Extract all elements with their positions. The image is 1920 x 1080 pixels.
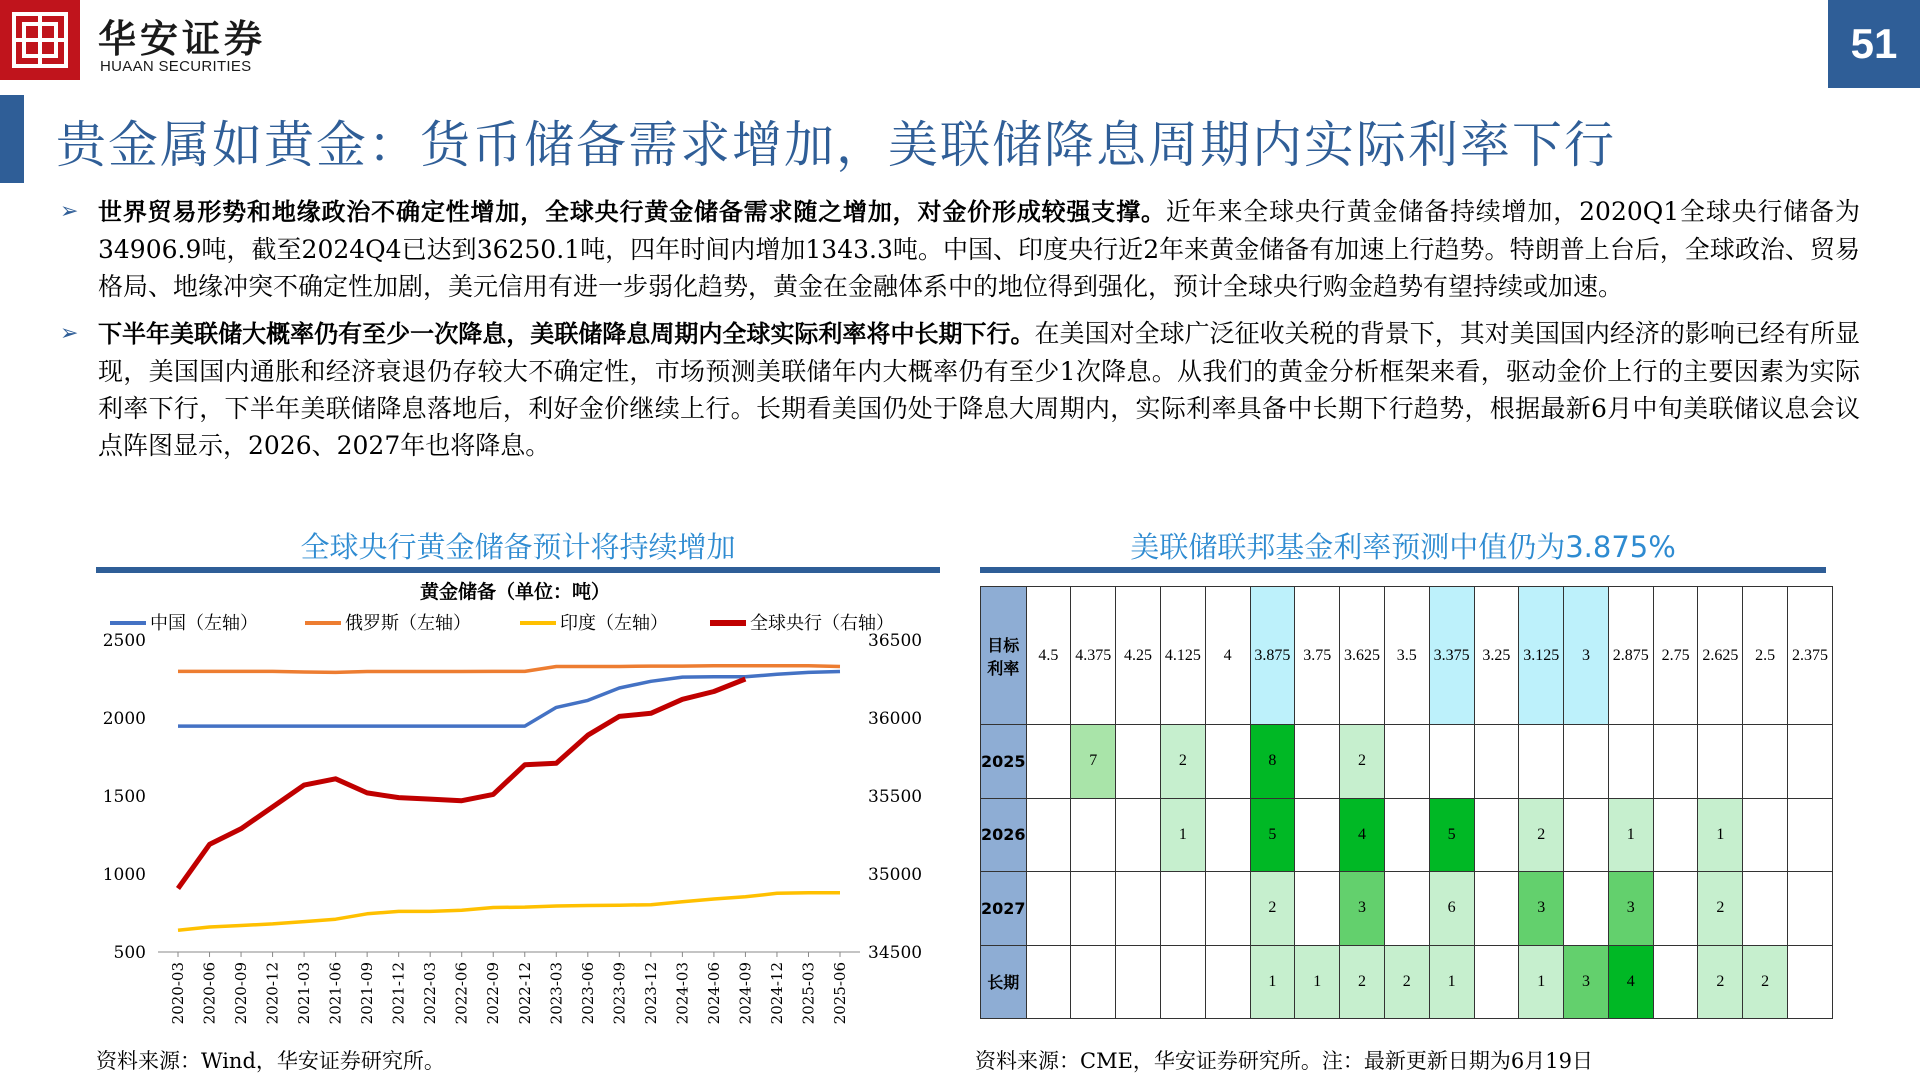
chart-axes [103, 631, 922, 1024]
y-right-tick-label: 36000 [868, 709, 923, 729]
x-tick-label: 2020-03 [169, 962, 187, 1025]
x-tick-label: 2023-12 [641, 962, 660, 1025]
chart-legend [110, 613, 894, 634]
rate-header-cell: 2.75 [1653, 587, 1698, 725]
left-divider [96, 567, 940, 573]
dot-count-cell [1743, 872, 1788, 946]
series-line [178, 679, 745, 889]
x-tick-label: 2021-09 [358, 962, 377, 1025]
dot-count-cell [1071, 872, 1116, 946]
dot-count-cell [1653, 798, 1698, 872]
year-row-header: 2026 [981, 798, 1027, 872]
dot-count-cell: 1 [1698, 798, 1743, 872]
rate-header-cell: 4.25 [1116, 587, 1161, 725]
dot-count-cell: 2 [1698, 945, 1743, 1019]
bullet-text: 在美国对全球广泛征收关税的背景下，其对美国国内经济的影响已经有所显现，美国国内通胀和经济衰退仍存较大不确定性，市场预测美联储年内大概率仍有至少1次降息。从我们的黄金分析框架来看，驱动金价上行的主要因素为实际利率下行，下半年美联储降息落地后，利好金价继续上行。长期看美国仍处于降息大周期内，实际利率具备中长期下行趋势，根据最新6月中旬美联储议息会议点阵图显示，2026、2027年也将降息。 [98, 319, 1860, 460]
dot-count-cell [1608, 725, 1653, 799]
dot-count-cell [1564, 872, 1609, 946]
dot-count-cell [1384, 725, 1429, 799]
dot-count-cell [1295, 725, 1340, 799]
y-right-tick-label: 35500 [868, 787, 923, 807]
dot-count-cell [1116, 798, 1161, 872]
x-tick-label: 2024-09 [736, 962, 755, 1025]
dot-count-cell [1653, 945, 1698, 1019]
legend-label: 俄罗斯（左轴） [345, 613, 471, 634]
dot-count-cell: 2 [1340, 945, 1385, 1019]
dot-count-cell [1026, 945, 1071, 1019]
logo-icon [10, 10, 70, 70]
dot-count-cell: 6 [1429, 872, 1474, 946]
dot-count-cell [1026, 872, 1071, 946]
x-tick-label: 2020-09 [232, 962, 251, 1025]
dot-count-cell [1698, 725, 1743, 799]
dot-count-cell [1205, 945, 1250, 1019]
page-title: 贵金属如黄金：货币储备需求增加，美联储降息周期内实际利率下行 [56, 116, 1616, 174]
x-tick-label: 2023-09 [610, 962, 629, 1025]
dot-count-cell [1743, 725, 1788, 799]
x-tick-label: 2024-06 [704, 962, 723, 1025]
rate-header-cell: 3 [1564, 587, 1609, 725]
y-right-tick-label: 36500 [868, 631, 923, 651]
dot-count-cell [1205, 725, 1250, 799]
dot-count-cell [1116, 945, 1161, 1019]
dot-count-cell [1474, 872, 1519, 946]
year-row-header: 2027 [981, 872, 1027, 946]
y-right-tick-label: 35000 [868, 865, 923, 885]
dot-count-cell [1788, 798, 1833, 872]
x-tick-label: 2022-03 [421, 962, 440, 1025]
dot-count-cell [1429, 725, 1474, 799]
dot-count-cell [1384, 798, 1429, 872]
dot-count-cell: 2 [1340, 725, 1385, 799]
bullet-lead: 下半年美联储大概率仍有至少一次降息，美联储降息周期内全球实际利率将中长期下行。 [98, 320, 1035, 348]
dot-count-cell [1071, 798, 1116, 872]
dot-count-cell [1474, 798, 1519, 872]
bullet-item [60, 315, 1860, 464]
dot-count-cell: 7 [1071, 725, 1116, 799]
dot-count-cell [1205, 798, 1250, 872]
rate-header-cell: 2.625 [1698, 587, 1743, 725]
dot-count-cell [1160, 872, 1205, 946]
dot-count-cell: 1 [1519, 945, 1564, 1019]
dot-count-cell: 2 [1160, 725, 1205, 799]
dot-count-cell: 1 [1608, 798, 1653, 872]
x-tick-label: 2022-09 [484, 962, 503, 1025]
dot-count-cell: 4 [1340, 798, 1385, 872]
dot-count-cell [1788, 872, 1833, 946]
arrow-bullet-icon: ➢ [60, 199, 79, 224]
x-tick-label: 2023-03 [547, 962, 566, 1025]
dot-count-cell [1788, 945, 1833, 1019]
chart-series [178, 666, 840, 931]
dot-count-cell: 3 [1340, 872, 1385, 946]
left-chart-subtitle: 全球央行黄金储备预计将持续增加 [300, 530, 736, 564]
dot-count-cell [1519, 725, 1564, 799]
dot-count-cell: 1 [1250, 945, 1295, 1019]
rate-header-cell: 2.5 [1743, 587, 1788, 725]
dot-count-cell: 1 [1429, 945, 1474, 1019]
dot-count-cell [1160, 945, 1205, 1019]
rate-header-cell: 4.5 [1026, 587, 1071, 725]
rate-header-cell: 3.75 [1295, 587, 1340, 725]
dot-count-cell [1384, 872, 1429, 946]
right-divider [980, 567, 1826, 573]
dot-count-cell [1474, 725, 1519, 799]
dot-count-cell: 1 [1160, 798, 1205, 872]
dot-count-cell [1295, 798, 1340, 872]
y-right-tick-label: 34500 [868, 943, 923, 963]
dot-count-cell: 2 [1384, 945, 1429, 1019]
dot-count-cell: 2 [1250, 872, 1295, 946]
rate-row-header: 目标 利率 [981, 587, 1027, 725]
dot-count-cell [1026, 725, 1071, 799]
dot-count-cell [1788, 725, 1833, 799]
y-left-tick-label: 2000 [102, 709, 146, 729]
dot-count-cell: 5 [1429, 798, 1474, 872]
dot-count-cell [1564, 798, 1609, 872]
dot-count-cell [1564, 725, 1609, 799]
x-tick-label: 2023-06 [578, 962, 597, 1025]
x-tick-label: 2021-03 [295, 962, 314, 1025]
x-tick-label: 2022-12 [515, 962, 534, 1025]
rate-header-cell: 2.875 [1608, 587, 1653, 725]
dot-count-cell [1116, 725, 1161, 799]
rate-header-cell: 3.375 [1429, 587, 1474, 725]
x-tick-label: 2020-06 [200, 962, 219, 1025]
rate-header-cell: 4.375 [1071, 587, 1116, 725]
y-left-tick-label: 500 [113, 943, 146, 963]
dot-count-cell: 3 [1564, 945, 1609, 1019]
bullet-list [60, 193, 1860, 474]
series-line [178, 666, 840, 673]
dot-count-cell: 3 [1519, 872, 1564, 946]
rate-header-cell: 4.125 [1160, 587, 1205, 725]
x-tick-label: 2024-03 [673, 962, 692, 1025]
bullet-lead: 世界贸易形势和地缘政治不确定性增加，全球央行黄金储备需求随之增加，对金价形成较强支撑。 [98, 198, 1166, 226]
dot-count-cell: 8 [1250, 725, 1295, 799]
dot-count-cell [1205, 872, 1250, 946]
title-accent-bar [0, 95, 24, 183]
legend-label: 中国（左轴） [150, 613, 258, 634]
x-tick-label: 2021-06 [326, 962, 345, 1025]
series-line [178, 893, 840, 931]
left-source-note: 资料来源：Wind，华安证券研究所。 [96, 1049, 445, 1073]
year-row-header: 长期 [981, 945, 1027, 1019]
fed-dot-plot-table [980, 586, 1833, 1019]
x-tick-label: 2021-12 [389, 962, 408, 1025]
y-left-tick-label: 1500 [102, 787, 146, 807]
brand-name-cn: 华安证券 [98, 17, 267, 61]
page-number: 51 [1828, 0, 1920, 88]
rate-header-cell: 3.5 [1384, 587, 1429, 725]
x-tick-label: 2024-12 [767, 962, 786, 1025]
legend-label: 印度（左轴） [560, 613, 668, 634]
brand-name-en: HUAAN SECURITIES [100, 58, 252, 75]
rate-header-cell: 3.125 [1519, 587, 1564, 725]
rate-header-cell: 3.875 [1250, 587, 1295, 725]
year-row-header: 2025 [981, 725, 1027, 799]
dot-count-cell [1474, 945, 1519, 1019]
gold-reserve-line-chart [90, 580, 960, 1035]
x-tick-label: 2022-06 [452, 962, 471, 1025]
rate-header-cell: 2.375 [1788, 587, 1833, 725]
dot-count-cell: 2 [1519, 798, 1564, 872]
x-tick-label: 2020-12 [263, 962, 282, 1025]
rate-header-cell: 3.25 [1474, 587, 1519, 725]
dot-count-cell [1026, 798, 1071, 872]
dot-count-cell: 1 [1295, 945, 1340, 1019]
dot-count-cell [1116, 872, 1161, 946]
dot-count-cell: 2 [1743, 945, 1788, 1019]
y-left-tick-label: 2500 [102, 631, 146, 651]
right-source-note: 资料来源：CME，华安证券研究所。注：最新更新日期为6月19日 [975, 1049, 1593, 1073]
dot-count-cell [1653, 872, 1698, 946]
logo [0, 0, 80, 80]
chart-title: 黄金储备（单位：吨） [419, 581, 611, 603]
dot-count-cell: 4 [1608, 945, 1653, 1019]
dot-count-cell: 5 [1250, 798, 1295, 872]
rate-header-cell: 4 [1205, 587, 1250, 725]
dot-count-cell: 2 [1698, 872, 1743, 946]
arrow-bullet-icon: ➢ [60, 321, 79, 346]
y-left-tick-label: 1000 [102, 865, 146, 885]
dot-count-cell [1295, 872, 1340, 946]
dot-count-cell: 3 [1608, 872, 1653, 946]
dot-count-cell [1743, 798, 1788, 872]
x-tick-label: 2025-03 [799, 962, 818, 1025]
legend-label: 全球央行（右轴） [750, 613, 894, 634]
dot-count-cell [1653, 725, 1698, 799]
bullet-text: 近年来全球央行黄金储备持续增加，2020Q1全球央行储备为34906.9吨，截至2024Q4已达到36250.1吨，四年时间内增加1343.3吨。中国、印度央行近2年来黄金储备有加速上行趋势。特朗普上台后，全球政治、贸易格局、地缘冲突不确定性加剧，美元信用有进一步弱化趋势，黄金在金融体系中的地位得到强化，预计全球央行购金趋势有望持续或加速。 [98, 197, 1860, 301]
right-chart-subtitle: 美联储联邦基金利率预测中值仍为3.875% [1130, 530, 1676, 564]
bullet-item [60, 193, 1860, 305]
x-tick-label: 2025-06 [831, 962, 849, 1025]
rate-header-cell: 3.625 [1340, 587, 1385, 725]
dot-count-cell [1071, 945, 1116, 1019]
